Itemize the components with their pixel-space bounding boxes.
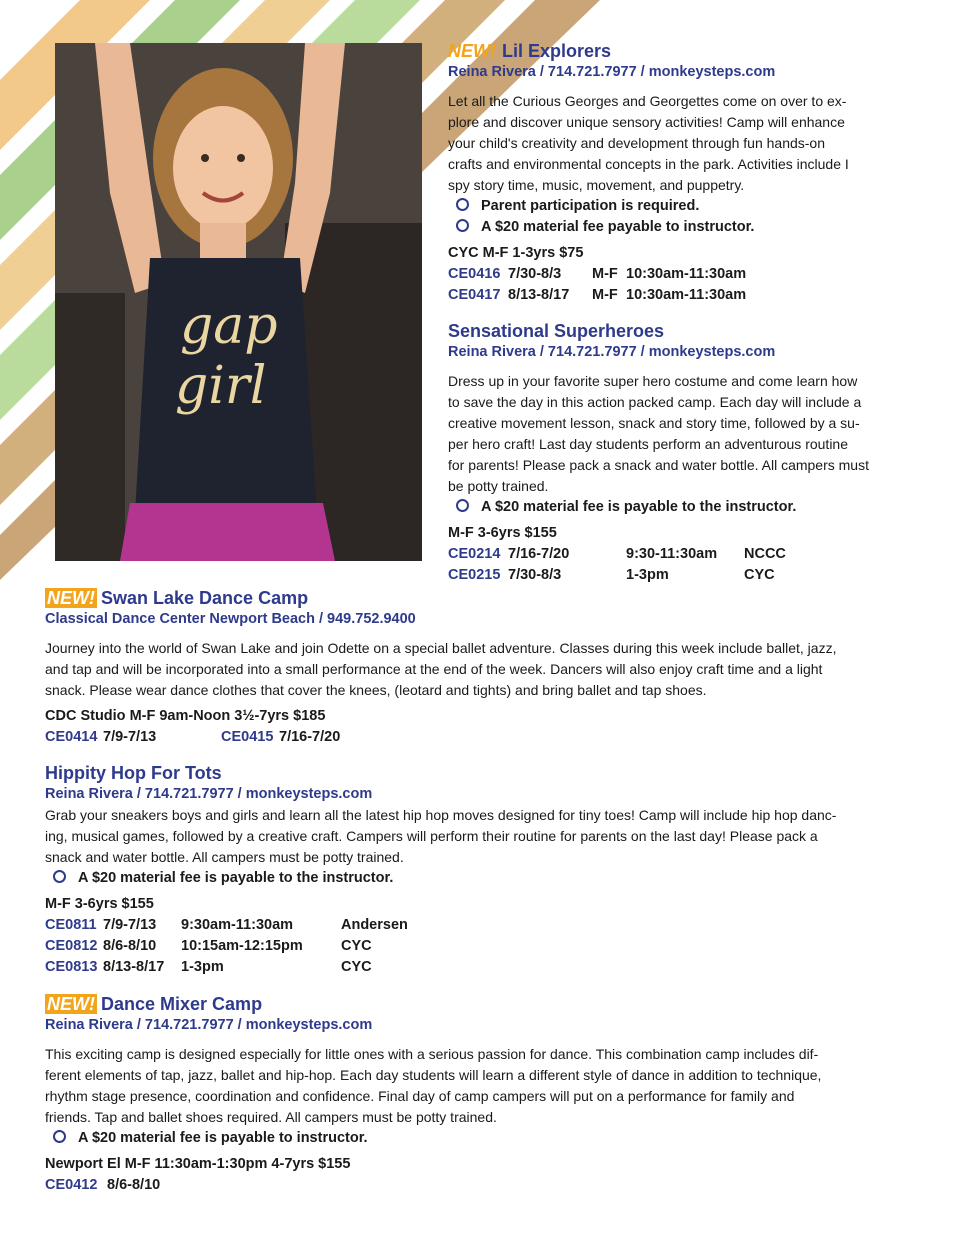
bullet-circle-icon [53,870,66,883]
bullet-circle-icon [456,499,469,512]
hippity-hop-contact: Reina Rivera / 714.721.7977 / monkeysteps.com [45,786,373,802]
class-row: CE0812 8/6-8/10 10:15am-12:15pm CYC [45,938,372,954]
new-badge: NEW! [47,994,95,1014]
class-row: CE0412 8/6-8/10 [45,1177,161,1193]
lil-explorers-title: NEW! Lil Explorers [448,41,612,61]
shirt-text-line2: girl [175,356,267,416]
bullet-item: Parent participation is required. [448,196,920,217]
lil-explorers-description: Let all the Curious Georges and Georgettes come on over to ex- plore and discover unique sensory activities! Camp will enhance your child's creativity and development through fun hands-on crafts and environmental concepts in the park. Activities include I spy story time, music, movement, and puppetry. [448,93,849,193]
class-row: CE0214 7/16-7/20 9:30-11:30am NCCC [448,546,786,562]
new-badge: NEW! [47,588,95,608]
lil-explorers-meta: CYC M-F 1-3yrs $75 [448,245,584,261]
bullet-circle-icon [456,198,469,211]
bullet-item: A $20 material fee is payable to the instructor. [448,497,916,518]
swan-lake-meta: CDC Studio M-F 9am-Noon 3½-7yrs $185 [45,708,326,724]
lil-explorers-contact: Reina Rivera / 714.721.7977 / monkeysteps.com [448,64,776,80]
bullet-circle-icon [53,1130,66,1143]
superheroes-section [448,320,916,586]
dance-mixer-meta: Newport El M-F 11:30am-1:30pm 4-7yrs $155 [45,1156,351,1172]
bullet-circle-icon [456,219,469,232]
class-row: CE0811 7/9-7/13 9:30am-11:30am Andersen [45,917,408,933]
dance-mixer-contact: Reina Rivera / 714.721.7977 / monkeysteps.com [45,1017,373,1033]
lil-explorers-section [448,40,920,306]
dance-mixer-title: NEW! Dance Mixer Camp [47,994,263,1014]
hippity-hop-title: Hippity Hop For Tots [45,763,222,783]
class-row: CE0414 7/9-7/13 CE0415 7/16-7/20 [45,729,341,745]
bullet-item: A $20 material fee is payable to instructor. [45,1128,917,1149]
dance-mixer-section [45,993,917,1196]
swan-lake-title: NEW! Swan Lake Dance Camp [47,588,309,608]
dance-mixer-description: This exciting camp is designed especially for little ones with a serious passion for dance. This combination camp includes dif- ferent elements of tap, jazz, ballet and hip-hop. Each day students will learn a different style of dance in addition to technique, rhythm stage presence, coordination and confidence. Final day of camp campers will put on a performance for family and friends. Tap and ballet shoes required. All campers must be potty trained. [45,1046,822,1125]
shirt-text-line1: gap [180,296,278,356]
new-badge: NEW! [448,41,496,61]
class-row: CE0416 7/30-8/3 M-F 10:30am-11:30am [448,266,747,282]
hippity-hop-meta: M-F 3-6yrs $155 [45,896,154,912]
superheroes-title: Sensational Superheroes [448,321,665,341]
camper-photo [55,43,422,561]
swan-lake-section [45,587,917,748]
bullet-item: A $20 material fee is payable to the instructor. [45,868,917,889]
girl-photo-icon [55,43,422,561]
bullet-item: A $20 material fee payable to instructor. [448,217,920,238]
class-row: CE0813 8/13-8/17 1-3pm CYC [45,959,372,975]
swan-lake-contact: Classical Dance Center Newport Beach / 949.752.9400 [45,611,416,627]
hippity-hop-description: Grab your sneakers boys and girls and learn all the latest hip hop moves designed for tiny toes! Camp will include hip hop danc- ing, musical games, followed by a creative craft. Campers will perform their routine for parents on the last day! Please pack a snack and water bottle. All campers must be potty trained. [45,807,837,865]
class-row: CE0417 8/13-8/17 M-F 10:30am-11:30am [448,287,747,303]
superheroes-description: Dress up in your favorite super hero costume and come learn how to save the day in this action packed camp. Each day will include a creative movement lesson, snack and story time, followed by a su- per hero craft! Last day students perform an adventurous routine for parents! Please pack a snack and water bottle. All campers must be potty trained. [448,373,869,494]
hippity-hop-section [45,762,917,978]
superheroes-contact: Reina Rivera / 714.721.7977 / monkeysteps.com [448,344,776,360]
swan-lake-description: Journey into the world of Swan Lake and join Odette on a special ballet adventure. Classes during this week include ballet, jazz, and tap and will be incorporated into a small performance at the end of the week. Dancers will also enjoy craft time and a light snack. Please wear dance clothes that cover the knees, (leotard and tights) and bring ballet and tap shoes. [45,640,837,698]
class-row: CE0215 7/30-8/3 1-3pm CYC [448,567,775,583]
superheroes-meta: M-F 3-6yrs $155 [448,525,557,541]
